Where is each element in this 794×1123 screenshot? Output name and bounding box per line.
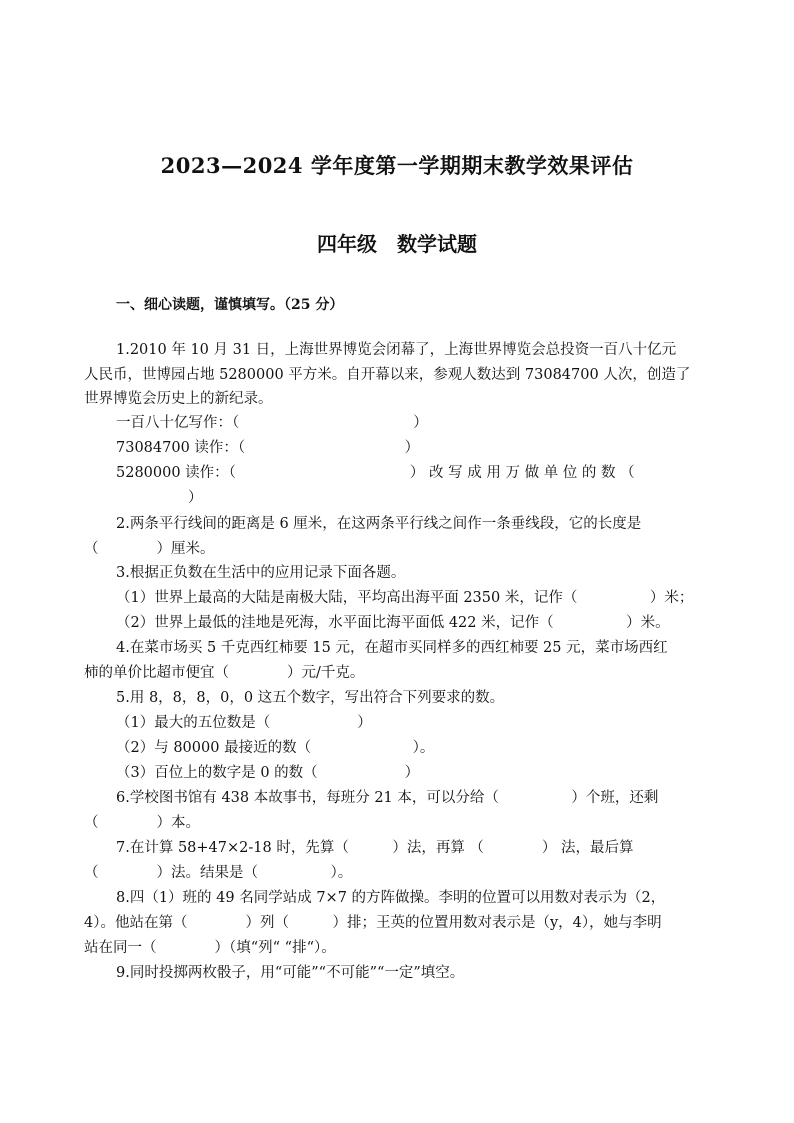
question-line: 4.在菜市场买 5 千克西红柿要 15 元，在超市买同样多的西红柿要 25 元，菜市场西红 (116, 640, 668, 656)
question-line: 3.根据正负数在生活中的应用记录下面各题。 (116, 565, 406, 581)
question-line: 站在同一（ ）（填“列“ “排“）。 (84, 940, 336, 956)
section-heading: 一、细心读题，谨慎填写。（25 分） (116, 297, 344, 313)
question-line: 73084700 读作：（ ） (116, 440, 420, 456)
question-line: （2）与 80000 最接近的数（ ）。 (116, 740, 435, 756)
question-line: 1.2010 年 10 月 31 日，上海世界博览会闭幕了，上海世界博览会总投资一百八十亿元 (116, 342, 677, 358)
question-line: 4）。他站在第（ ）列（ ）排；王英的位置用数对表示是（y，4），她与李明 (84, 915, 662, 931)
question-line: 人民币，世博园占地 5280000 平方米。自开幕以来，参观人数达到 73084700 人次，创造了 (84, 367, 691, 383)
question-line: 5.用 8，8，8，0，0 这五个数字，写出符合下列要求的数。 (116, 690, 505, 706)
question-line: 7.在计算 58+47×2-18 时，先算（ ）法，再算 （ ） 法，最后算 (116, 840, 634, 856)
question-line: 9.同时投掷两枚骰子，用“可能”“不可能”“一定”填空。 (116, 965, 465, 981)
exam-subtitle: 四年级 数学试题 (317, 232, 477, 256)
question-line: ） (188, 490, 203, 506)
question-line: （2）世界上最低的洼地是死海，水平面比海平面低 422 米，记作（ ）米。 (116, 615, 670, 631)
question-line: 世界博览会历史上的新纪录。 (84, 391, 273, 407)
question-line: （ ）本。 (84, 815, 200, 831)
question-line: （ ）法。结果是（ ）。 (84, 865, 353, 881)
question-line: （3）百位上的数字是 0 的数（ ） (116, 765, 420, 781)
question-line: 6.学校图书馆有 438 本故事书，每班分 21 本，可以分给（ ）个班，还剩 (116, 790, 659, 806)
exam-title: 2023—2024 学年度第一学期期末教学效果评估 (160, 153, 634, 178)
question-line: （1）最大的五位数是（ ） (116, 715, 372, 731)
question-line: 柿的单价比超市便宜（ ）元/千克。 (84, 665, 365, 681)
question-line: （1）世界上最高的大陆是南极大陆，平均高出海平面 2350 米，记作（ ）米； (116, 590, 694, 606)
question-line: 2.两条平行线间的距离是 6 厘米，在这两条平行线之间作一条垂线段，它的长度是 (116, 516, 642, 532)
question-line: 8.四（1）班的 49 名同学站成 7×7 的方阵做操。李明的位置可以用数对表示为（2， (116, 890, 666, 906)
question-line: 一百八十亿写作：（ ） (116, 415, 428, 431)
question-line: （ ）厘米。 (84, 541, 215, 557)
question-line: 5280000 读作：（ ） 改 写 成 用 万 做 单 位 的 数 （ (116, 465, 635, 481)
